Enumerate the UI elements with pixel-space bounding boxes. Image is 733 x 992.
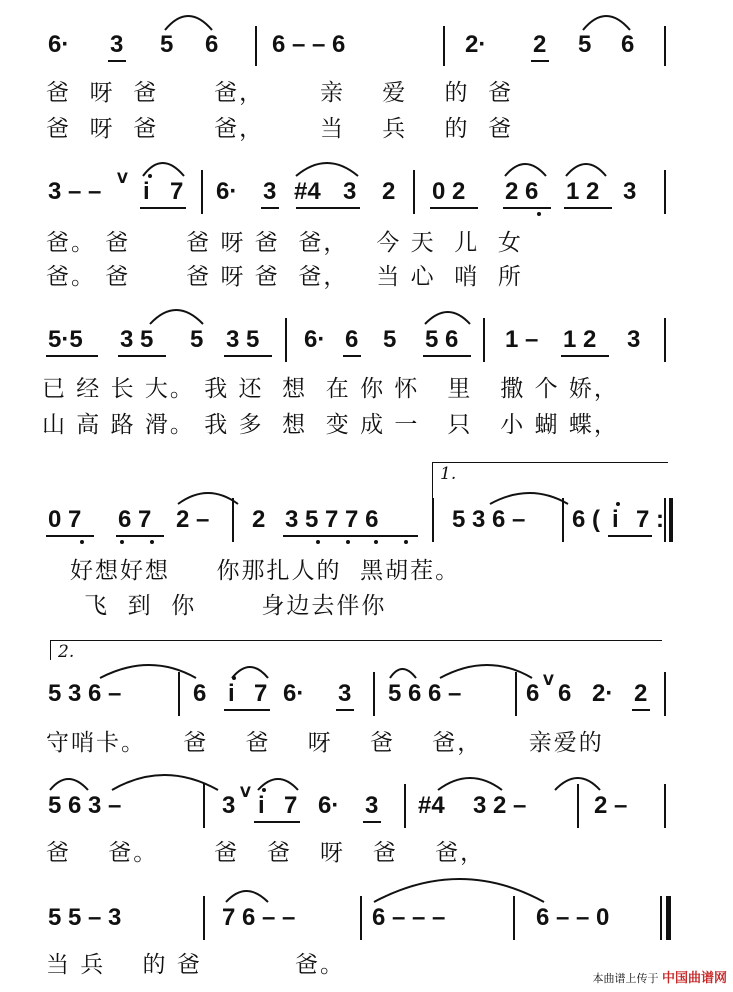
note: 0 2 (432, 178, 466, 205)
breath-mark: V (117, 171, 128, 187)
note: 5 6 3 – (48, 792, 122, 819)
note: 2 (533, 31, 547, 58)
underline (632, 709, 650, 711)
note: 6· (283, 680, 305, 707)
note: 3 (627, 326, 641, 353)
underline (46, 355, 98, 357)
note: 6· (304, 326, 326, 353)
breath-mark: V (240, 785, 251, 801)
note: 6 (558, 680, 572, 707)
note: 2· (465, 31, 487, 58)
note: 5 6 (425, 326, 459, 353)
high-octave-dot (148, 174, 152, 178)
note: 1 – (505, 326, 539, 353)
note: 6 (193, 680, 207, 707)
underline (261, 207, 279, 209)
note: #4 (294, 178, 321, 205)
note: 2· (592, 680, 614, 707)
low-octave-dot (346, 540, 350, 544)
note: 2 (634, 680, 648, 707)
note: 6· (48, 31, 70, 58)
volta-bracket (50, 640, 662, 641)
note: 6· (216, 178, 238, 205)
note: 3 5 (120, 326, 154, 353)
underline (140, 207, 186, 209)
note: 2 (252, 506, 266, 533)
underline (561, 355, 609, 357)
underline (430, 207, 478, 209)
note: 6 (621, 31, 635, 58)
underline (224, 355, 272, 357)
note: 5 (160, 31, 174, 58)
barline (664, 318, 666, 362)
final-barline-thick (666, 896, 671, 940)
note: 3 5 7 7 6 (285, 506, 379, 533)
barline (664, 170, 666, 214)
ending-number: 1. (440, 464, 457, 484)
low-octave-dot (120, 540, 124, 544)
barline (255, 26, 257, 66)
underline (503, 207, 551, 209)
lyric-line-1: 守哨卡。 爸 爸 呀 爸 爸， 亲爱的 (46, 730, 604, 756)
lyric-line-2: 爸 呀 爸 爸， 当 兵 的 爸 (46, 116, 514, 142)
underline (254, 821, 300, 823)
barline (373, 672, 375, 716)
volta-bracket (432, 462, 668, 463)
note: 3 (623, 178, 637, 205)
note: 2 – (176, 506, 210, 533)
note: 5 (383, 326, 397, 353)
volta-bracket (50, 640, 51, 660)
lyric-line-1: 好想好想 你那扎人的 黑胡茬。 (70, 558, 461, 584)
note: 6 (205, 31, 219, 58)
note: 6 7 (118, 506, 152, 533)
note: 6 ( (572, 506, 601, 533)
note: 3 (110, 31, 124, 58)
lyric-line-1: 爸。 爸 爸 呀 爸 爸， 今 天 儿 女 (46, 230, 523, 256)
note: 6 – – – (372, 904, 446, 931)
lyric-line-2: 爸。 爸 爸 呀 爸 爸， 当 心 哨 所 (46, 264, 523, 290)
note: 2 – (594, 792, 628, 819)
note: 3 5 (226, 326, 260, 353)
note: 5·5 (48, 326, 83, 353)
note: 2 6 (505, 178, 539, 205)
underline (564, 207, 612, 209)
underline (336, 709, 354, 711)
note: 1 2 (563, 326, 597, 353)
underline (108, 60, 126, 62)
note: 7 (254, 680, 268, 707)
high-octave-dot (616, 502, 620, 506)
note: 7 (170, 178, 184, 205)
note: i (228, 680, 235, 707)
note: i (258, 792, 265, 819)
note: 5 6 6 – (388, 680, 462, 707)
underline (46, 535, 94, 537)
note: 6 – – 0 (536, 904, 610, 931)
low-octave-dot (150, 540, 154, 544)
note: 3 (338, 680, 352, 707)
site-logo: 中国曲谱网 (661, 971, 727, 986)
underline (283, 535, 418, 537)
underline (531, 60, 549, 62)
barline (664, 26, 666, 66)
repeat-sign: : (656, 506, 664, 533)
barline (232, 498, 234, 542)
barline (404, 784, 406, 828)
barline (432, 498, 434, 542)
note: 3 (263, 178, 277, 205)
note: 2 (382, 178, 396, 205)
high-octave-dot (232, 676, 236, 680)
underline (224, 709, 270, 711)
barline (285, 318, 287, 362)
barline (513, 896, 515, 940)
lyric-line-1: 爸 爸。 爸 爸 呀 爸 爸， (46, 840, 486, 866)
lyric-line-1: 爸 呀 爸 爸， 亲 爱 的 爸 (46, 80, 514, 106)
low-octave-dot (537, 212, 541, 216)
note: 3 (365, 792, 379, 819)
repeat-end-barline (669, 498, 673, 542)
low-octave-dot (80, 540, 84, 544)
barline (443, 26, 445, 66)
barline (203, 784, 205, 828)
barline (562, 498, 564, 542)
note: i (612, 506, 619, 533)
underline (608, 535, 652, 537)
barline (413, 170, 415, 214)
note: 5 (190, 326, 204, 353)
barline (201, 170, 203, 214)
underline (363, 821, 381, 823)
barline (178, 672, 180, 716)
lyric-line-2: 飞 到 你 身边去伴你 (84, 593, 387, 619)
low-octave-dot (316, 540, 320, 544)
lyric-line-1: 当 兵 的 爸 爸。 (46, 952, 345, 978)
underline (296, 207, 360, 209)
barline (664, 784, 666, 828)
note: 6· (318, 792, 340, 819)
note: 7 (284, 792, 298, 819)
note: 5 3 6 – (452, 506, 526, 533)
barline (483, 318, 485, 362)
uploader-text: 本曲谱上传于 (592, 972, 659, 985)
note: 7 (636, 506, 650, 533)
note: 3 (222, 792, 236, 819)
barline (664, 498, 666, 542)
barline (664, 672, 666, 716)
note: 5 (578, 31, 592, 58)
final-barline-thin (660, 896, 662, 940)
note: #4 (418, 792, 445, 819)
high-octave-dot (262, 788, 266, 792)
note: 1 2 (566, 178, 600, 205)
barline (515, 672, 517, 716)
barline (577, 784, 579, 828)
low-octave-dot (404, 540, 408, 544)
note: 0 7 (48, 506, 82, 533)
ending-number: 2. (58, 642, 75, 662)
note: 6 (526, 680, 540, 707)
underline (118, 355, 166, 357)
note: 5 5 – 3 (48, 904, 122, 931)
underline (423, 355, 471, 357)
barline (203, 896, 205, 940)
note: i (143, 178, 150, 205)
note: 5 3 6 – (48, 680, 122, 707)
breath-mark: V (543, 673, 554, 689)
note: 3 – – (48, 178, 102, 205)
underline (343, 355, 361, 357)
note: 6 – – 6 (272, 31, 346, 58)
underline (116, 535, 164, 537)
site-watermark (592, 967, 727, 986)
note: 3 2 – (473, 792, 527, 819)
barline (360, 896, 362, 940)
note: 6 (345, 326, 359, 353)
lyric-line-1: 已 经 长 大。 我 还 想 在 你 怀 里 撒 个 娇， (42, 376, 619, 402)
note: 7 6 – – (222, 904, 296, 931)
note: 3 (343, 178, 357, 205)
low-octave-dot (374, 540, 378, 544)
lyric-line-2: 山 高 路 滑。 我 多 想 变 成 一 只 小 蝴 蝶， (42, 412, 619, 438)
